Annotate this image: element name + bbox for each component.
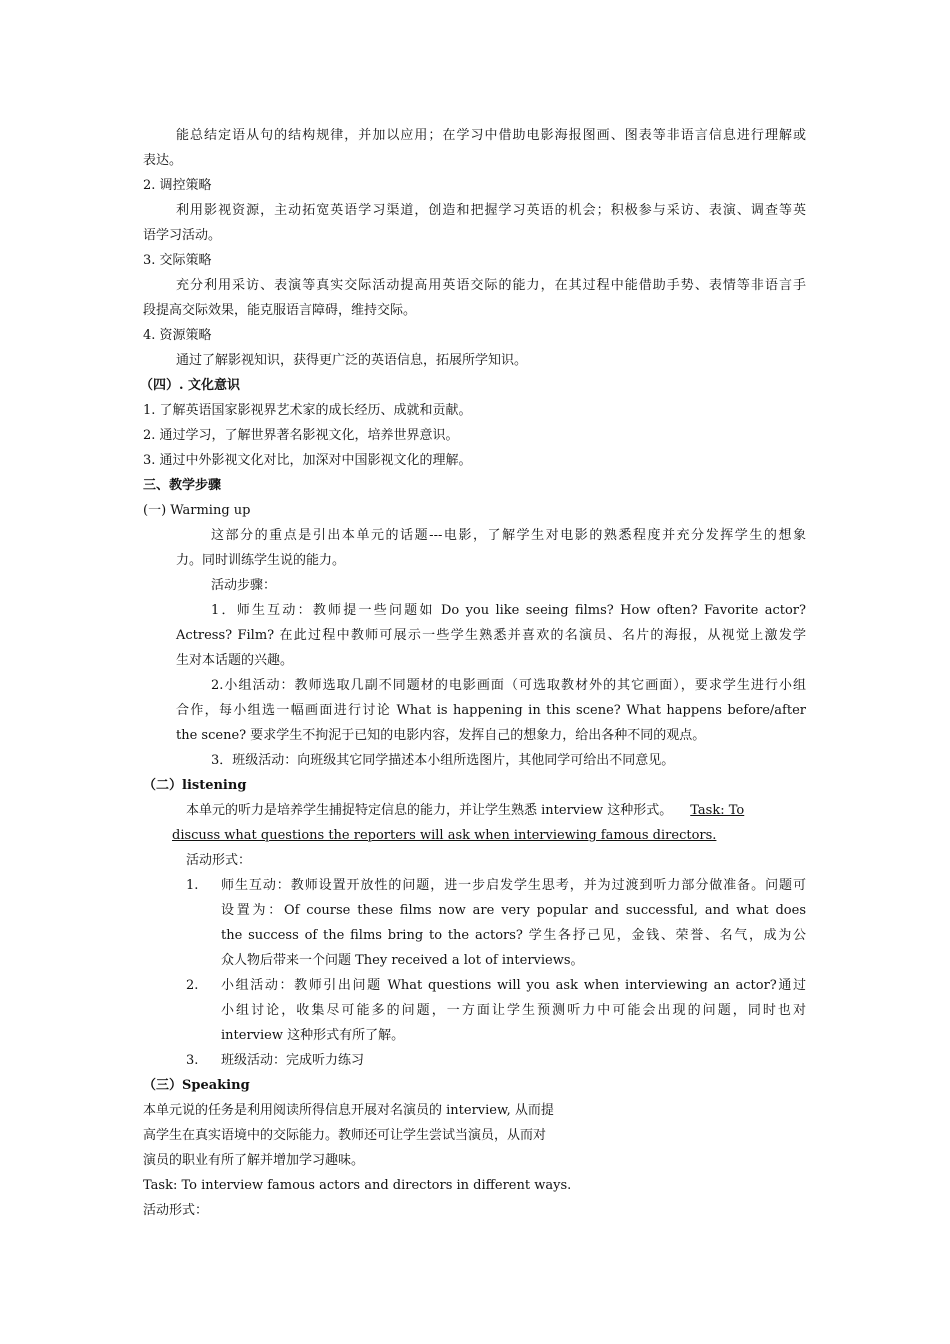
list-item: 师生互动：教师设置开放性的问题，进一步启发学生思考，并为过渡到听力部分做准备。问题可 — [221, 878, 806, 893]
section-heading: （二）listening — [143, 778, 247, 793]
list-number: 1. — [186, 878, 199, 893]
list-item: 小组活动：教师引出问题 What questions will you ask when interviewing an actor?通过 — [221, 978, 806, 993]
paragraph-line: 活动形式： — [143, 1203, 209, 1218]
section-heading: （四）. 文化意识 — [140, 378, 241, 393]
paragraph-line: 本单元说的任务是利用阅读所得信息开展对名演员的 interview, 从而提 — [143, 1103, 554, 1118]
paragraph-line: 这部分的重点是引出本单元的话题---电影，了解学生对电影的熟悉程度并充分发挥学生的想象 — [211, 528, 806, 543]
task-text: Task: To — [690, 803, 745, 818]
paragraph-line: 活动步骤： — [211, 578, 277, 593]
paragraph-line: 3．班级活动：向班级其它同学描述本小组所选图片，其他同学可给出不同意见。 — [211, 753, 675, 768]
list-item: 小组讨论，收集尽可能多的问题，一方面让学生预测听力中可能会出现的问题，同时也对 — [221, 1003, 806, 1018]
paragraph-line: 1．师生互动：教师提一些问题如 Do you like seeing films? How often? Favorite actor? — [211, 603, 806, 618]
list-number: 3. — [186, 1053, 199, 1068]
task-text: Task: To interview famous actors and directors in different ways. — [143, 1178, 572, 1193]
paragraph-line: 利用影视资源，主动拓宽英语学习渠道，创造和把握学习英语的机会；积极参与采访、表演、调查等英 — [176, 203, 806, 218]
paragraph-text: 本单元的听力是培养学生捕捉特定信息的能力，并让学生熟悉 interview 这种形式。 — [186, 803, 673, 818]
paragraph-line: 充分利用采访、表演等真实交际活动提高用英语交际的能力，在其过程中能借助手势、表情等非语言手 — [176, 278, 806, 293]
paragraph-line: 段提高交际效果，能克服语言障碍，维持交际。 — [143, 303, 417, 318]
list-item: 1. 了解英语国家影视界艺术家的成长经历、成就和贡献。 — [143, 403, 472, 418]
paragraph-line: Actress? Film? 在此过程中教师可展示一些学生熟悉并喜欢的名演员、名片的海报，从视觉上激发学 — [176, 628, 806, 643]
paragraph-line: 表达。 — [143, 153, 183, 168]
list-item: 众人物后带来一个问题 They received a lot of interviews。 — [221, 953, 584, 968]
list-item: 班级活动：完成听力练习 — [221, 1053, 365, 1068]
paragraph-line: 生对本话题的兴趣。 — [176, 653, 294, 668]
task-text: discuss what questions the reporters will ask when interviewing famous directors. — [172, 828, 717, 843]
paragraph-line: the scene? 要求学生不拘泥于已知的电影内容，发挥自己的想象力，给出各种不同的观点。 — [176, 728, 706, 743]
list-item: 3. 通过中外影视文化对比，加深对中国影视文化的理解。 — [143, 453, 472, 468]
paragraph-line: 语学习活动。 — [143, 228, 222, 243]
paragraph-line: 力。同时训练学生说的能力。 — [176, 553, 346, 568]
section-heading: 4. 资源策略 — [143, 328, 212, 343]
paragraph-line: 合作，每小组选一幅画面进行讨论 What is happening in this scene? What happens before/after — [176, 703, 806, 718]
paragraph-line: 演员的职业有所了解并增加学习趣味。 — [143, 1153, 365, 1168]
section-heading: (一) Warming up — [143, 503, 251, 518]
paragraph-line: 能总结定语从句的结构规律，并加以应用；在学习中借助电影海报图画、图表等非语言信息进行理解或 — [176, 128, 806, 143]
paragraph-line: 高学生在真实语境中的交际能力。教师还可让学生尝试当演员，从而对 — [143, 1128, 547, 1143]
list-item: the success of the films bring to the actors? 学生各抒己见，金钱、荣誉、名气，成为公 — [221, 928, 806, 943]
list-number: 2. — [186, 978, 199, 993]
paragraph-line: 2.小组活动：教师选取几副不同题材的电影画面（可选取教材外的其它画面），要求学生进行小组 — [211, 678, 806, 693]
section-heading: 三、教学步骤 — [143, 478, 222, 493]
paragraph-line: 活动形式： — [186, 853, 252, 868]
list-item: 2. 通过学习，了解世界著名影视文化，培养世界意识。 — [143, 428, 459, 443]
list-item: 设置为：Of course these films now are very popular and successful, and what does — [221, 903, 806, 918]
list-item: interview 这种形式有所了解。 — [221, 1028, 405, 1043]
section-heading: 2. 调控策略 — [143, 178, 212, 193]
paragraph-line: 通过了解影视知识，获得更广泛的英语信息，拓展所学知识。 — [176, 353, 528, 368]
paragraph-line — [186, 802, 744, 820]
section-heading: 3. 交际策略 — [143, 253, 212, 268]
section-heading: （三）Speaking — [143, 1078, 250, 1093]
